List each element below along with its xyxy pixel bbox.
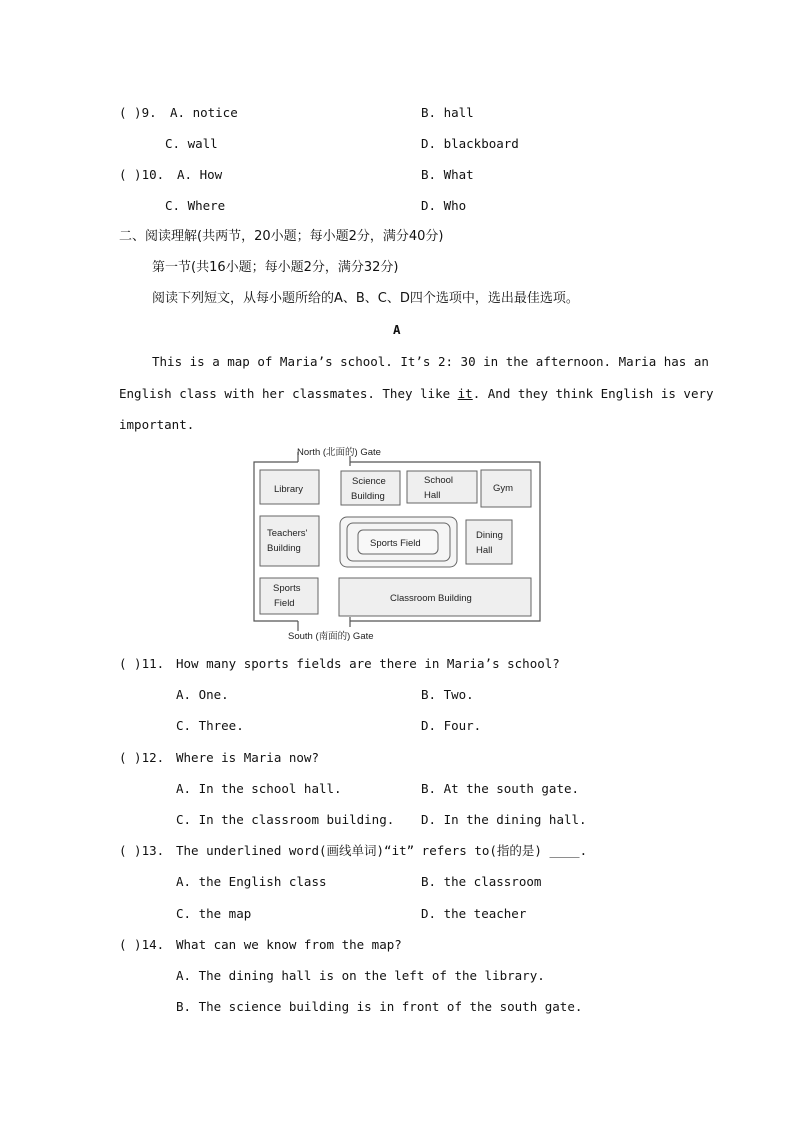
q10-option-b: B. What xyxy=(421,167,474,182)
q11-option-b: B. Two. xyxy=(421,687,474,702)
library-label: Library xyxy=(274,484,304,495)
q12-option-b: B. At the south gate. xyxy=(421,781,580,796)
q12-number: ( )12. xyxy=(119,750,165,765)
school-map xyxy=(250,443,545,645)
passage-line-2b: . And they think English is very xyxy=(472,386,714,401)
q13-option-c: C. the map xyxy=(176,906,252,921)
q9-option-c: C. wall xyxy=(165,136,218,151)
classroom-building-label: Classroom Building xyxy=(390,593,472,604)
q10-number: ( )10. xyxy=(119,167,165,182)
q9-option-b: B. hall xyxy=(421,105,474,120)
sports-field-label-2: Field xyxy=(274,598,295,609)
south-gate-label: South (南面的) Gate xyxy=(288,631,374,642)
q12-option-c: C. In the classroom building. xyxy=(176,812,395,827)
q11-option-a: A. One. xyxy=(176,687,229,702)
passage-line-2a: English class with her classmates. They like xyxy=(119,386,458,401)
school-hall-label-1: School xyxy=(424,475,454,486)
q13-option-d: D. the teacher xyxy=(421,906,527,921)
teachers-label-2: Building xyxy=(267,543,301,554)
school-hall-label-2: Hall xyxy=(424,490,441,501)
dining-label-2: Hall xyxy=(476,545,493,556)
dining-label-1: Dining xyxy=(476,530,503,541)
q13-option-a: A. the English class xyxy=(176,874,327,889)
q10-option-d: D. Who xyxy=(421,198,467,213)
q13-option-b: B. the classroom xyxy=(421,874,542,889)
passage-line-1: This is a map of Maria’s school. It’s 2: 30 in the afternoon. Maria has an xyxy=(152,354,709,369)
science-label-2: Building xyxy=(351,491,385,502)
gym-label: Gym xyxy=(493,483,514,494)
q11-option-c: C. Three. xyxy=(176,718,244,733)
science-label-1: Science xyxy=(352,476,386,487)
section2-part1: 第一节(共16小题；每小题2分，满分32分) xyxy=(152,260,399,275)
q14-option-b: B. The science building is in front of the south gate. xyxy=(176,999,583,1014)
north-gate-label: North (北面的) Gate xyxy=(297,447,381,458)
passage-label: A xyxy=(393,322,401,337)
underlined-it: it xyxy=(457,386,473,401)
q10-option-a: A. How xyxy=(177,167,223,182)
q9-number: ( )9. xyxy=(119,105,157,120)
q14-number: ( )14. xyxy=(119,937,165,952)
q9-option-a: A. notice xyxy=(170,105,238,120)
q12-option-d: D. In the dining hall. xyxy=(421,812,587,827)
q12-option-a: A. In the school hall. xyxy=(176,781,342,796)
sports-field-label-1: Sports xyxy=(273,583,301,594)
section2-title: 二、阅读理解(共两节，20小题；每小题2分，满分40分) xyxy=(119,229,444,244)
q14-stem: What can we know from the map? xyxy=(176,937,402,952)
passage-line-2 xyxy=(119,386,714,402)
sports-field-center-label: Sports Field xyxy=(370,538,421,549)
q11-option-d: D. Four. xyxy=(421,718,482,733)
dining-hall-box xyxy=(466,520,512,564)
q11-stem: How many sports fields are there in Maria’s school? xyxy=(176,656,560,671)
teachers-building-box xyxy=(260,516,319,566)
q14-option-a: A. The dining hall is on the left of the library. xyxy=(176,968,545,983)
q13-stem: The underlined word(画线单词)“it” refers to(指的是) ____. xyxy=(176,843,588,858)
q11-number: ( )11. xyxy=(119,656,165,671)
passage-line-3: important. xyxy=(119,417,195,432)
section2-instruction: 阅读下列短文，从每小题所给的A、B、C、D四个选项中，选出最佳选项。 xyxy=(152,291,579,306)
q12-stem: Where is Maria now? xyxy=(176,750,319,765)
teachers-label-1: Teachers' xyxy=(267,528,308,539)
q9-option-d: D. blackboard xyxy=(421,136,519,151)
q10-option-c: C. Where xyxy=(165,198,226,213)
q13-number: ( )13. xyxy=(119,843,165,858)
